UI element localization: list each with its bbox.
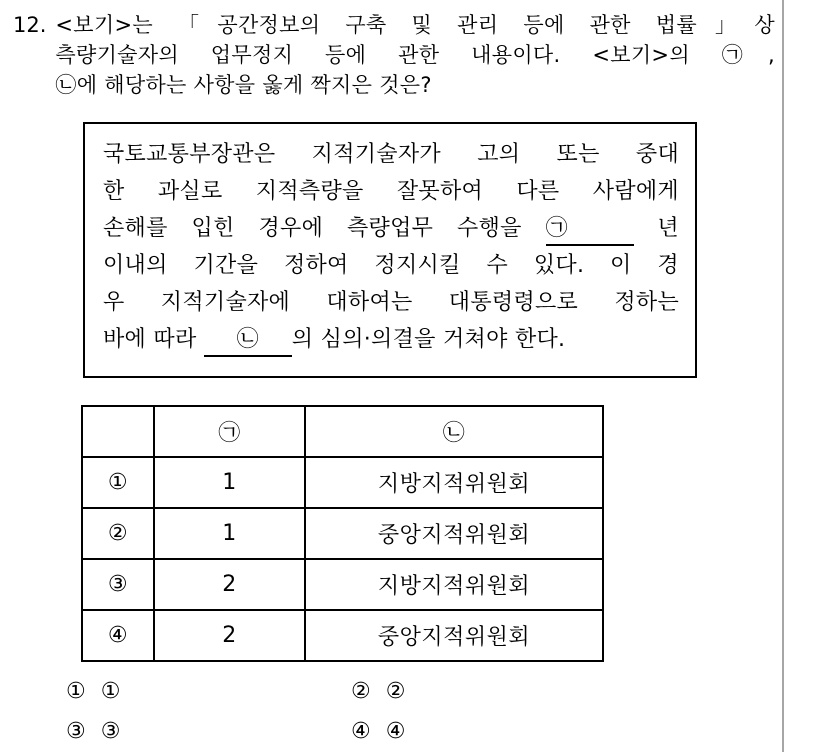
table-row <box>82 457 603 508</box>
row-number-cell: ① <box>82 457 154 508</box>
row-value-a-cell: 1 <box>154 457 305 508</box>
passage-lines <box>103 136 679 358</box>
choice-4-value: ④ <box>385 719 406 744</box>
row-value-b-cell: 지방지적위원회 <box>305 559 603 610</box>
choice-2-value: ② <box>385 679 406 704</box>
row-value-b-cell: 지방지적위원회 <box>305 457 603 508</box>
row-value-a-cell: 2 <box>154 559 305 610</box>
choice-3-label: ③ <box>66 719 86 744</box>
choice-4[interactable] <box>351 720 405 744</box>
underlined-blank: ㉠ <box>546 214 634 246</box>
table-row <box>82 508 603 559</box>
passage-line-2: 한 과실로 지적측량을 잘못하여 다른 사람에게 <box>103 179 679 204</box>
question-line-1: <보기>는 「공간정보의 구축 및 관리 등에 관한 법률」상 <box>55 13 775 37</box>
choice-1[interactable] <box>66 680 351 704</box>
question-line-2: 측량기술자의 업무정지 등에 관한 내용이다. <보기>의 ㉠, <box>55 43 775 67</box>
passage-line-4: 이내의 기간을 정하여 정지시킬 수 있다. 이 경 <box>103 253 679 278</box>
choice-3[interactable] <box>66 720 351 744</box>
row-value-a-cell: 1 <box>154 508 305 559</box>
header-empty-cell <box>82 406 154 457</box>
row-number-cell: ② <box>82 508 154 559</box>
choice-1-label: ① <box>66 679 86 704</box>
table-row <box>82 610 603 661</box>
answer-choices <box>66 680 405 744</box>
question-number: 12. <box>13 13 47 37</box>
choice-4-label: ④ <box>351 719 371 744</box>
row-number-cell: ③ <box>82 559 154 610</box>
passage-line-3: 손해를 입힌 경우에 측량업무 수행을 ㉠ 년 <box>103 210 679 247</box>
underlined-blank: ㉡ <box>204 325 292 357</box>
row-value-a-cell: 2 <box>154 610 305 661</box>
table-header-row <box>82 406 603 457</box>
passage-box <box>83 122 697 378</box>
choice-2[interactable] <box>351 680 405 704</box>
passage-line-1: 국토교통부장관은 지적기술자가 고의 또는 중대 <box>103 142 679 167</box>
choice-2-label: ② <box>351 679 371 704</box>
choice-1-value: ① <box>100 679 121 704</box>
passage-line-5: 우 지적기술자에 대하여는 대통령령으로 정하는 <box>103 290 679 315</box>
choice-3-value: ③ <box>100 719 121 744</box>
row-number-cell: ④ <box>82 610 154 661</box>
column-divider-line <box>782 0 784 752</box>
row-value-b-cell: 중앙지적위원회 <box>305 610 603 661</box>
header-mark-b-cell: ㉡ <box>305 406 603 457</box>
header-mark-a-cell: ㉠ <box>154 406 305 457</box>
question-block <box>13 10 775 100</box>
question-text <box>55 10 775 100</box>
options-table <box>81 405 604 662</box>
table-row <box>82 559 603 610</box>
passage-line-6: 바에 따라 ㉡ 의 심의·의결을 거쳐야 한다. <box>103 321 679 358</box>
question-line-3: ㉡에 해당하는 사항을 옳게 짝지은 것은? <box>55 73 432 97</box>
row-value-b-cell: 중앙지적위원회 <box>305 508 603 559</box>
